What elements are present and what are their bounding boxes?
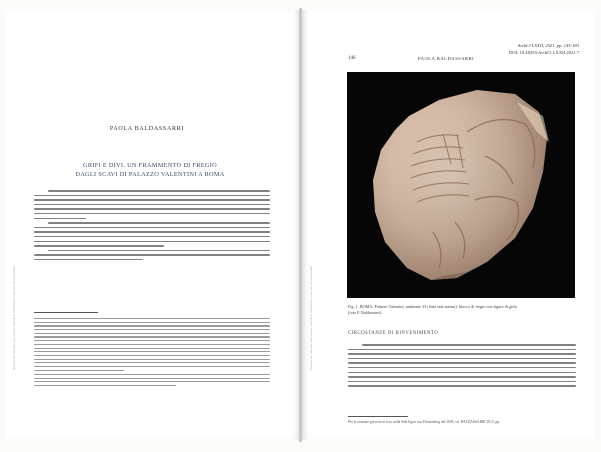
footnote-line	[34, 348, 270, 349]
footnote-line	[34, 325, 270, 326]
frieze-photograph	[347, 72, 575, 298]
footnote-line	[34, 378, 270, 379]
text-line	[348, 353, 576, 355]
text-line	[48, 190, 270, 192]
footnote-line	[34, 362, 270, 363]
text-line	[348, 376, 576, 378]
text-line	[34, 236, 270, 238]
footnote-line	[34, 329, 270, 330]
section-heading: CIRCOSTANZE DI RINVENIMENTO	[348, 331, 439, 336]
text-line	[34, 259, 143, 261]
footnote-line	[34, 366, 270, 367]
caption-line-2: (foto P. Baldassarri).	[348, 310, 383, 315]
running-head: PAOLA BALDASSARRI	[418, 56, 475, 61]
paragraph	[34, 250, 270, 261]
footnote-line	[34, 336, 270, 337]
article-title-line-1: GRIFI E DIVI. UN FRAMMENTO DI FREGIO	[83, 162, 217, 169]
text-line	[34, 241, 270, 243]
footnote-line	[34, 351, 270, 352]
text-line	[348, 358, 576, 360]
article-title-line-2: DAGLI SCAVI DI PALAZZO VALENTINI A ROMA	[75, 171, 225, 178]
paragraph	[34, 190, 270, 219]
footnote-divider	[34, 312, 98, 313]
caption-line-1: Fig. 1. ROMA, Palazzo Valentini, ambiente 35 (Sala sala mensa): blocco di fregio con figura di grifo	[348, 304, 518, 309]
footnote-divider	[348, 416, 408, 417]
left-footnotes	[34, 318, 270, 389]
text-line	[48, 250, 270, 252]
griffin-frieze-image	[347, 72, 575, 298]
footnote-line	[34, 385, 176, 386]
right-margin-note: Questo documento può essere copiato e distribuito solo per uso personale	[309, 265, 313, 370]
page-number: 146	[348, 56, 356, 61]
journal-citation: ArchCl LXXII, 2021, pp. 145-183	[517, 43, 579, 48]
text-line	[34, 218, 86, 220]
footnote-line	[34, 322, 270, 323]
right-footnote: Per le strutture già note in loco nella Sala Egon von Fürstenberg nel 2005, vd. BALDASSARRI 2013, pp.	[348, 420, 500, 424]
footnote-line	[34, 344, 270, 345]
text-line	[34, 231, 270, 233]
text-line	[34, 227, 270, 229]
text-line	[34, 195, 270, 197]
footnote-line	[34, 340, 270, 341]
left-body-text	[34, 190, 270, 264]
text-line	[34, 213, 270, 215]
journal-reference	[509, 42, 579, 56]
footnote-line	[34, 374, 270, 375]
footnote-line	[34, 333, 270, 334]
footnote-line	[34, 355, 270, 356]
text-line	[34, 208, 270, 210]
text-line	[34, 199, 270, 201]
footnote-line	[34, 370, 124, 371]
article-author: PAOLA BALDASSARRI	[109, 126, 185, 132]
right-body-text	[348, 344, 576, 390]
paragraph	[34, 222, 270, 246]
text-line	[348, 372, 576, 374]
footnote-line	[34, 318, 270, 319]
left-margin-note: Questo documento può essere copiato e distribuito solo per uso personale	[12, 265, 16, 370]
figure-caption	[348, 304, 576, 316]
text-line	[48, 222, 270, 224]
footnote-line	[34, 359, 270, 360]
text-line	[348, 349, 576, 351]
text-line	[348, 381, 576, 383]
text-line	[348, 362, 576, 364]
doi: DOI: 10.48255/ArchCl.LXXII.2021.7	[508, 50, 579, 55]
footnote-line	[34, 381, 270, 382]
text-line	[34, 254, 270, 256]
text-line	[34, 204, 270, 206]
article-title	[40, 161, 260, 179]
text-line	[362, 344, 576, 346]
text-line	[348, 385, 576, 387]
text-line	[348, 367, 576, 369]
text-line	[34, 245, 164, 247]
